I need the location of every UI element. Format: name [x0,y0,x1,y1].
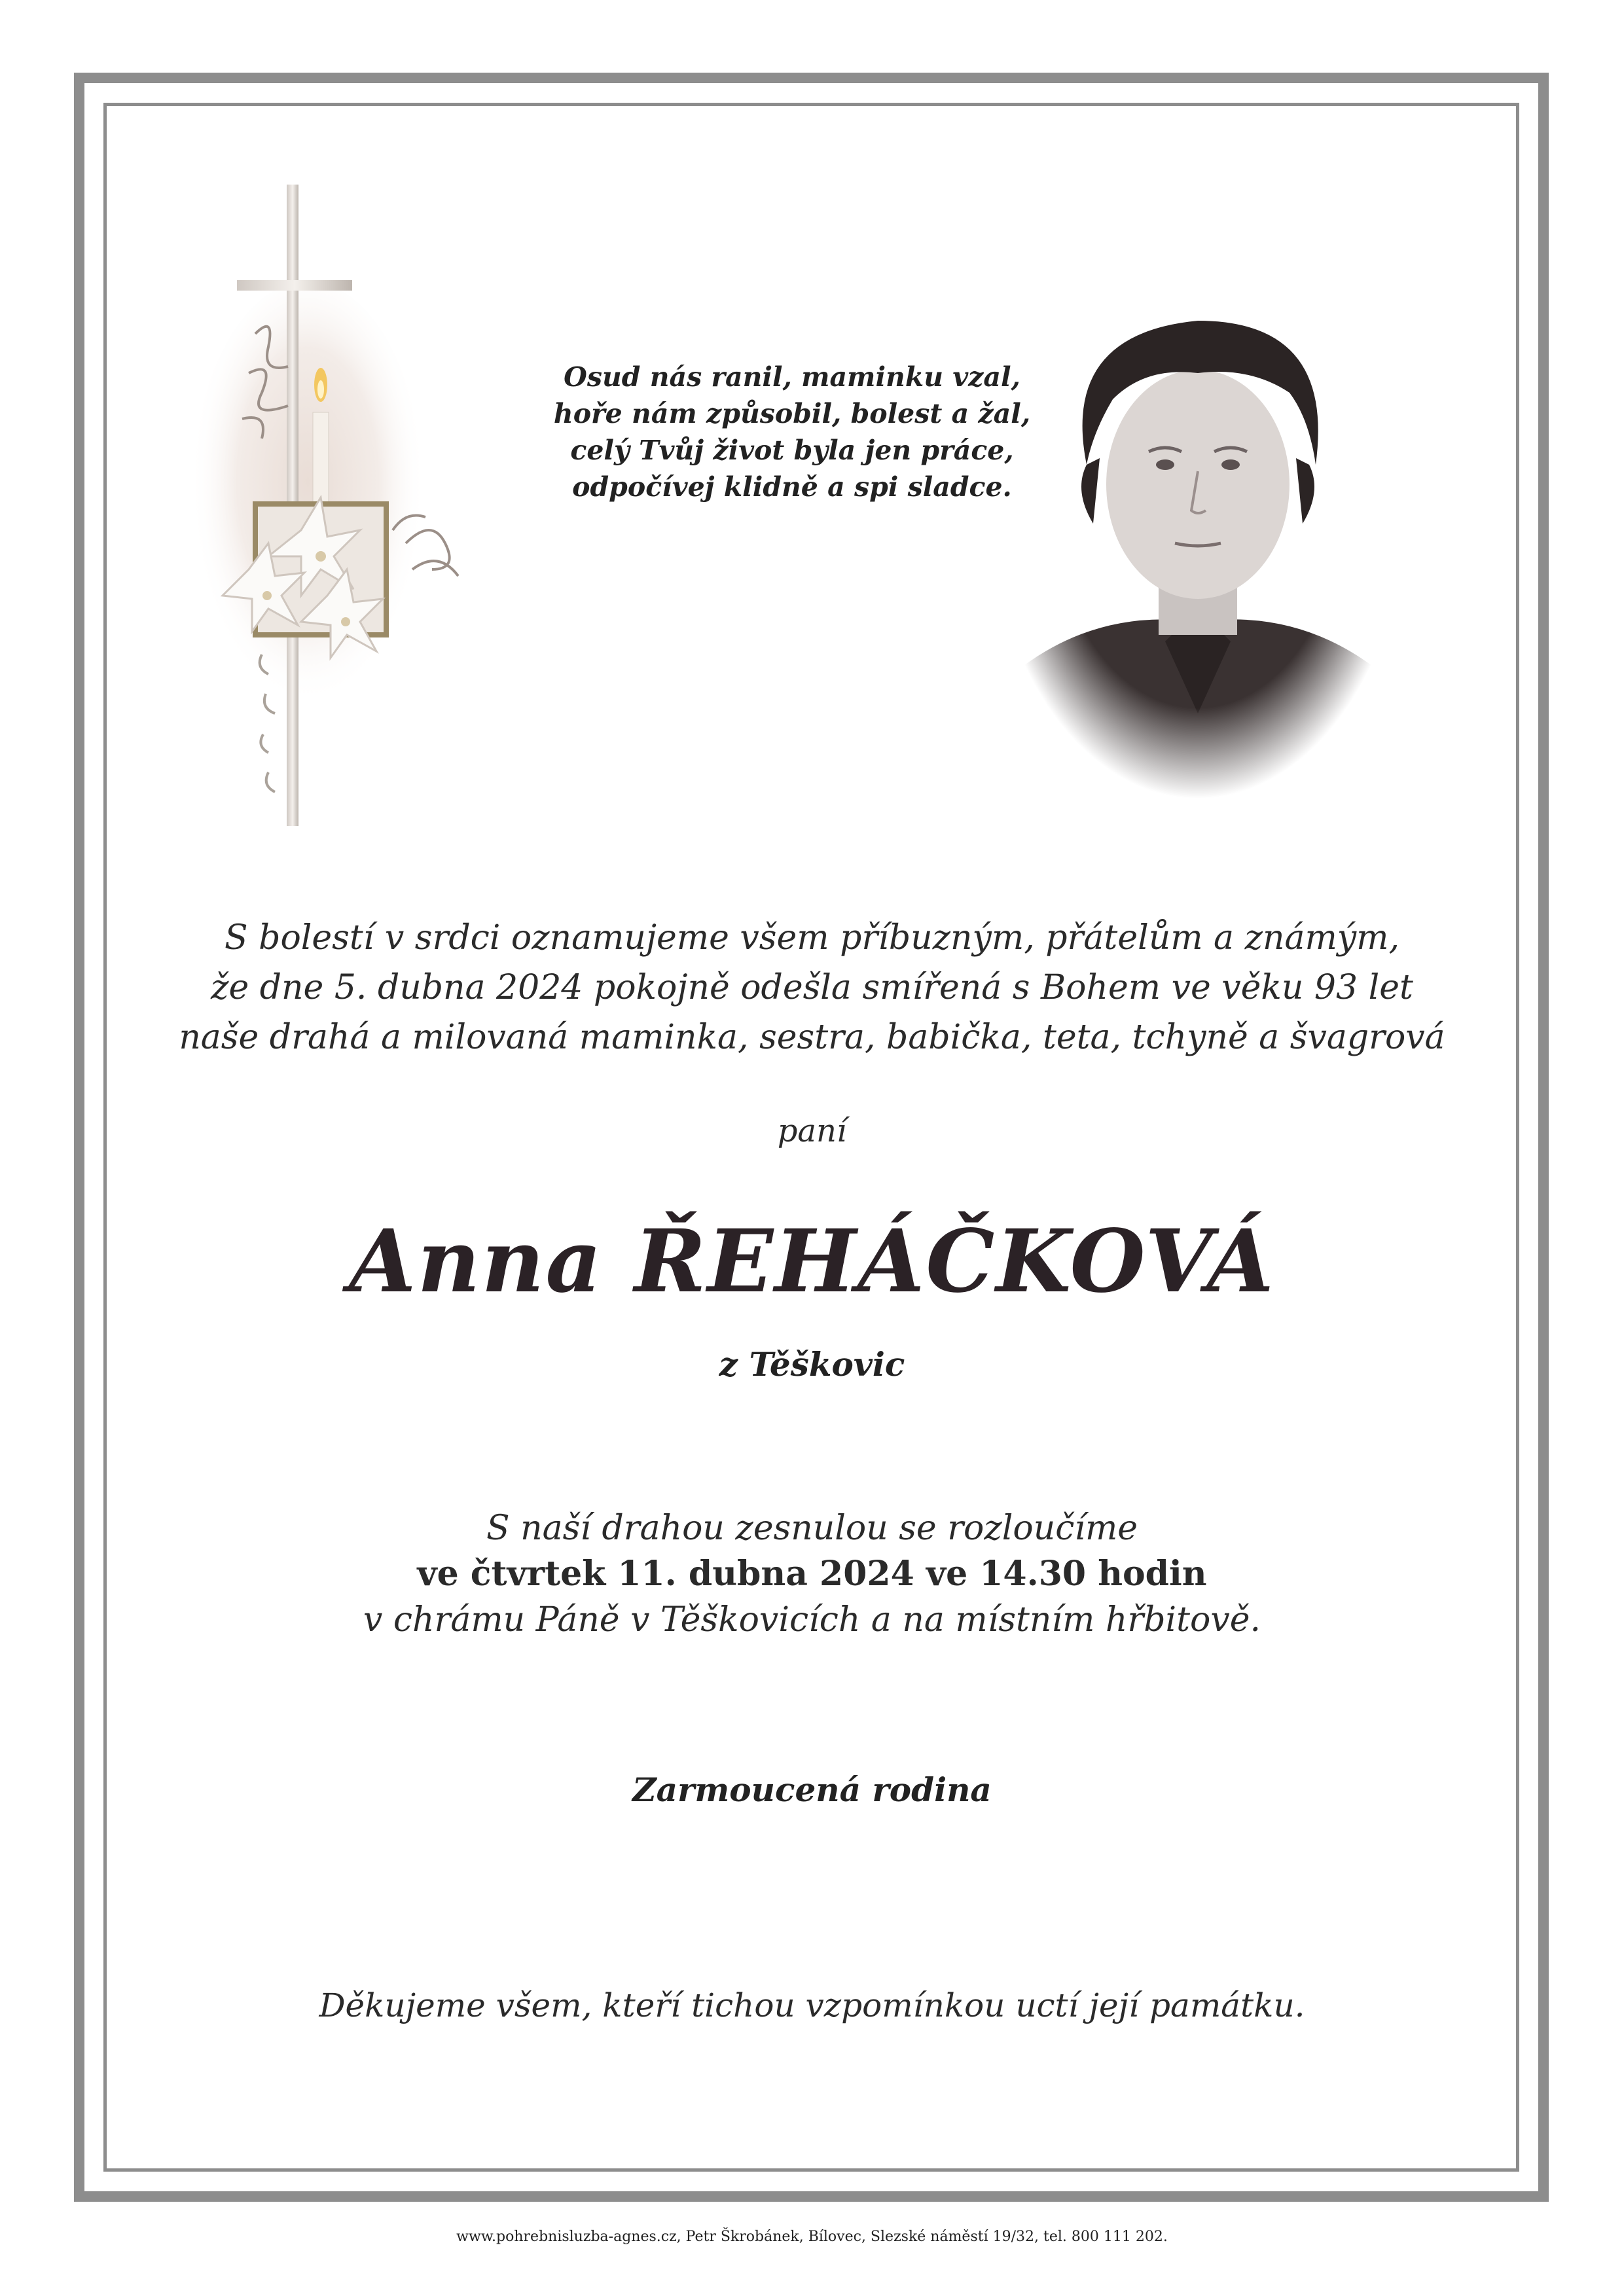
deceased-name: Anna ŘEHÁČKOVÁ [349,1211,1275,1312]
farewell [0,1505,1624,1643]
cross-candle-lilies-icon [196,177,511,844]
portrait-photo [1008,249,1388,798]
verse-line: odpočívej klidně a spi sladce. [572,471,1012,503]
verse-line: celý Tvůj život byla jen práce, [570,435,1014,466]
farewell-date: ve čtvrtek 11. dubna 2024 ve 14.30 hodin [417,1554,1207,1594]
announcement-line: S bolestí v srdci oznamujeme všem příbuzným, přátelům a známým, [225,918,1399,958]
farewell-place: v chrámu Páně v Těškovicích a na místním hřbitově. [363,1600,1261,1640]
farewell-line: S naší drahou zesnulou se rozloučíme [486,1509,1138,1548]
footer: www.pohrebnisluzba-agnes.cz, Petr Škrobánek, Bílovec, Slezské náměstí 19/32, tel. 800 111 202. [456,2229,1168,2245]
verse [497,359,1087,505]
honorific: paní [777,1113,847,1149]
announcement [0,913,1624,1062]
signature: Zarmoucená rodina [632,1770,992,1809]
thanks: Děkujeme všem, kteří tichou vzpomínkou uctí její památku. [319,1986,1305,2024]
origin: z Těškovic [719,1345,905,1384]
verse-line: Osud nás ranil, maminku vzal, [564,361,1020,393]
announcement-line: naše drahá a milovaná maminka, sestra, babička, teta, tchyně a švagrová [179,1018,1445,1057]
announcement-line: že dne 5. dubna 2024 pokojně odešla smířená s Bohem ve věku 93 let [211,968,1413,1007]
verse-line: hoře nám způsobil, bolest a žal, [553,398,1031,429]
